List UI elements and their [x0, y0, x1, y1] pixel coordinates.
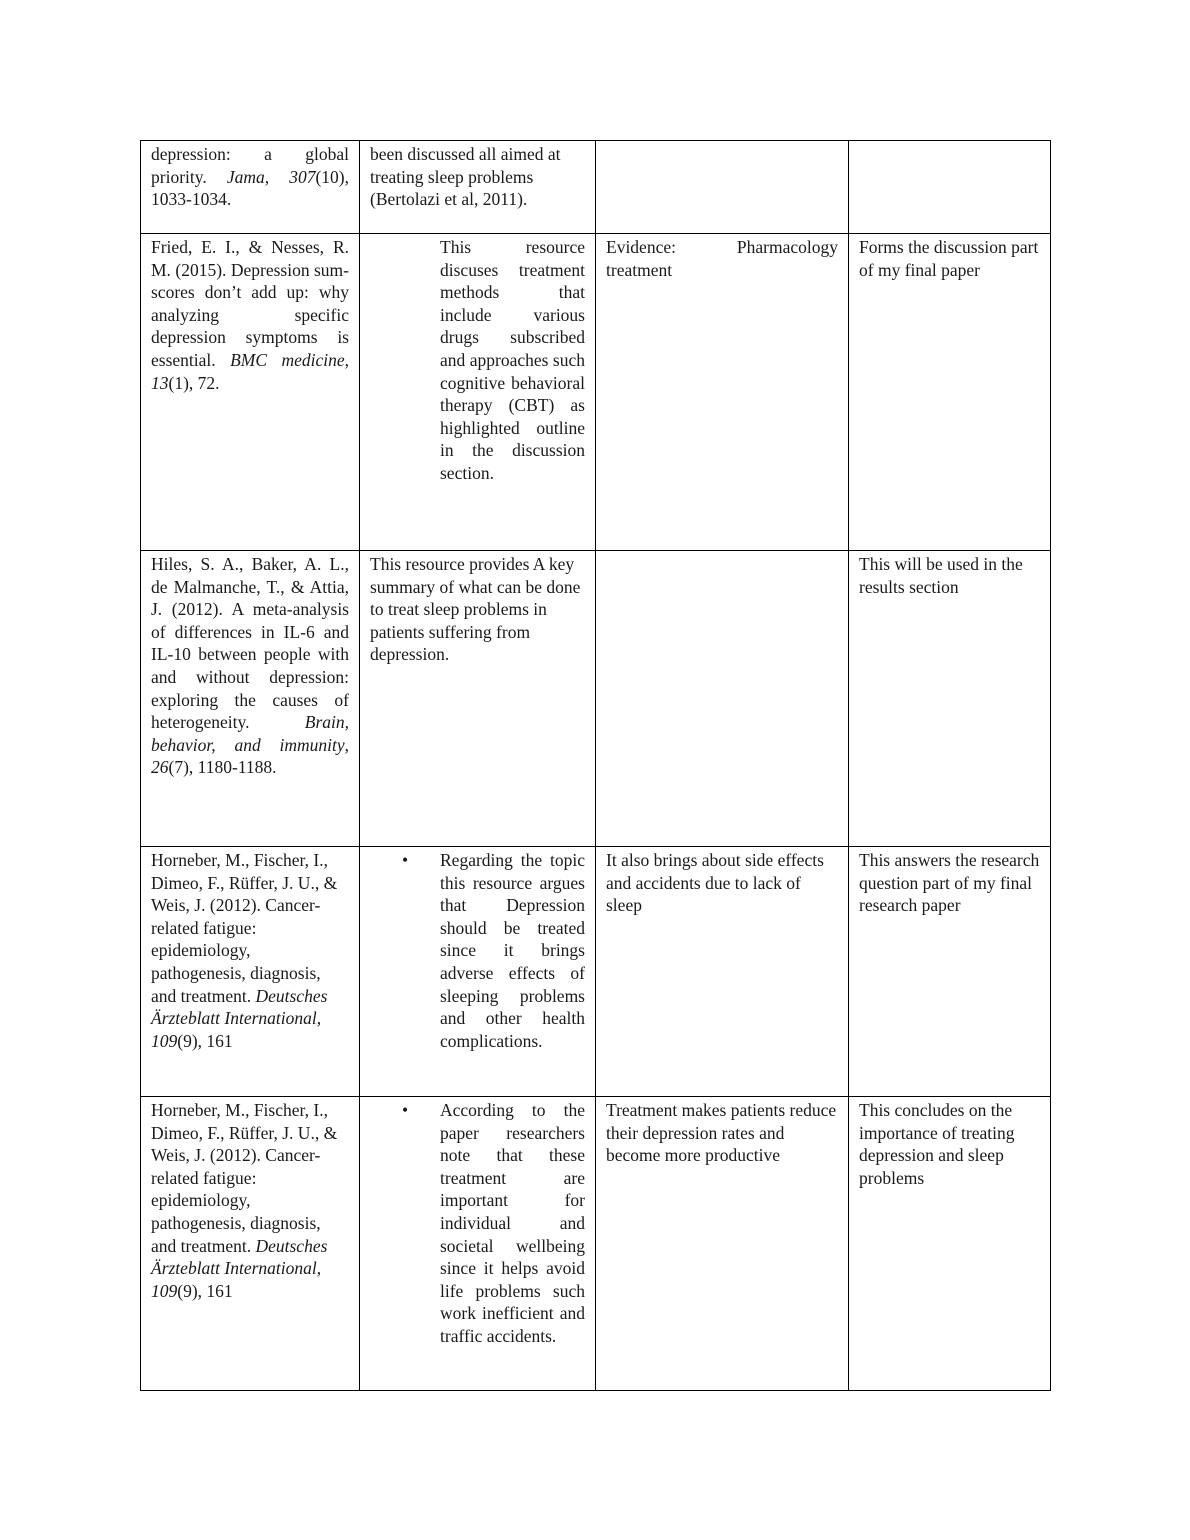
use-cell	[849, 234, 1051, 551]
use-text: This will be used in the results section	[859, 554, 1023, 597]
reference-text: depression: a global priority. Jama, 307(10), 1033-1034.	[151, 144, 350, 210]
use-text: This answers the research question part of my final research paper	[859, 850, 1040, 916]
table-row	[141, 141, 1051, 234]
evidence-cell	[596, 847, 849, 1097]
reference-cell	[141, 847, 360, 1097]
evidence-cell	[596, 551, 849, 847]
evidence-text: Evidence: Pharmacology treatment	[606, 237, 838, 280]
reference-text: Horneber, M., Fischer, I., Dimeo, F., Rüffer, J. U., & Weis, J. (2012). Cancer-related fatigue: epidemiology, pathogenesis, diagnosis, and treatment. Deutsches Ärzteblatt International, 109(9), 161	[151, 1100, 338, 1301]
summary-text: been discussed all aimed at treating sleep problems (Bertolazi et al, 2011).	[370, 144, 561, 210]
summary-text: This resource provides A key summary of what can be done to treat sleep problems in patients suffering from depression.	[370, 554, 581, 665]
summary-bullet-item	[402, 1099, 585, 1348]
summary-text: According to the paper researchers note that these treatment are important for individual and societal wellbeing since it helps avoid life problems such work inefficient and traffic accidents.	[440, 1100, 585, 1346]
reference-text: Hiles, S. A., Baker, A. L., de Malmanche, T., & Attia, J. (2012). A meta-analysis of differences in IL-6 and IL-10 between people with and without depression: exploring the causes of heterogeneity. Brain, behavior, and immunity, 26(7), 1180-1188.	[151, 554, 349, 778]
table-row	[141, 234, 1051, 551]
summary-cell	[360, 141, 596, 234]
evidence-text: It also brings about side effects and accidents due to lack of sleep	[606, 850, 824, 916]
summary-text: This resource discuses treatment methods that include various drugs subscribed and approaches such cognitive behavioral therapy (CBT) as highlighted outline in the discussion section.	[440, 237, 585, 483]
summary-cell	[360, 1097, 596, 1391]
reference-text: Fried, E. I., & Nesses, R. M. (2015). Depression sum-scores don’t add up: why analyzing specific depression symptoms is essential. BMC medicine, 13(1), 72.	[151, 237, 349, 393]
reference-cell	[141, 234, 360, 551]
table-row	[141, 847, 1051, 1097]
use-cell	[849, 847, 1051, 1097]
reference-cell	[141, 551, 360, 847]
use-text: This concludes on the importance of treating depression and sleep problems	[859, 1100, 1015, 1188]
table-row	[141, 551, 1051, 847]
evidence-cell	[596, 234, 849, 551]
use-cell	[849, 551, 1051, 847]
summary-cell	[360, 234, 596, 551]
bullet-icon: •	[402, 850, 409, 870]
reference-cell	[141, 141, 360, 234]
literature-review-table	[140, 140, 1051, 1391]
bullet-icon: •	[402, 1100, 409, 1120]
evidence-cell	[596, 141, 849, 234]
evidence-text: Treatment makes patients reduce their depression rates and become more productive	[606, 1100, 837, 1166]
evidence-cell	[596, 1097, 849, 1391]
summary-text: Regarding the topic this resource argues that Depression should be treated since it brings adverse effects of sleeping problems and other health complications.	[440, 850, 585, 1051]
summary-cell	[360, 551, 596, 847]
use-cell	[849, 141, 1051, 234]
reference-text: Horneber, M., Fischer, I., Dimeo, F., Rüffer, J. U., & Weis, J. (2012). Cancer-related fatigue: epidemiology, pathogenesis, diagnosis, and treatment. Deutsches Ärzteblatt International, 109(9), 161	[151, 850, 338, 1051]
summary-cell	[360, 847, 596, 1097]
summary-bullet-item	[402, 849, 585, 1052]
use-cell	[849, 1097, 1051, 1391]
use-text: Forms the discussion part of my final paper	[859, 237, 1039, 280]
table-row	[141, 1097, 1051, 1391]
reference-cell	[141, 1097, 360, 1391]
